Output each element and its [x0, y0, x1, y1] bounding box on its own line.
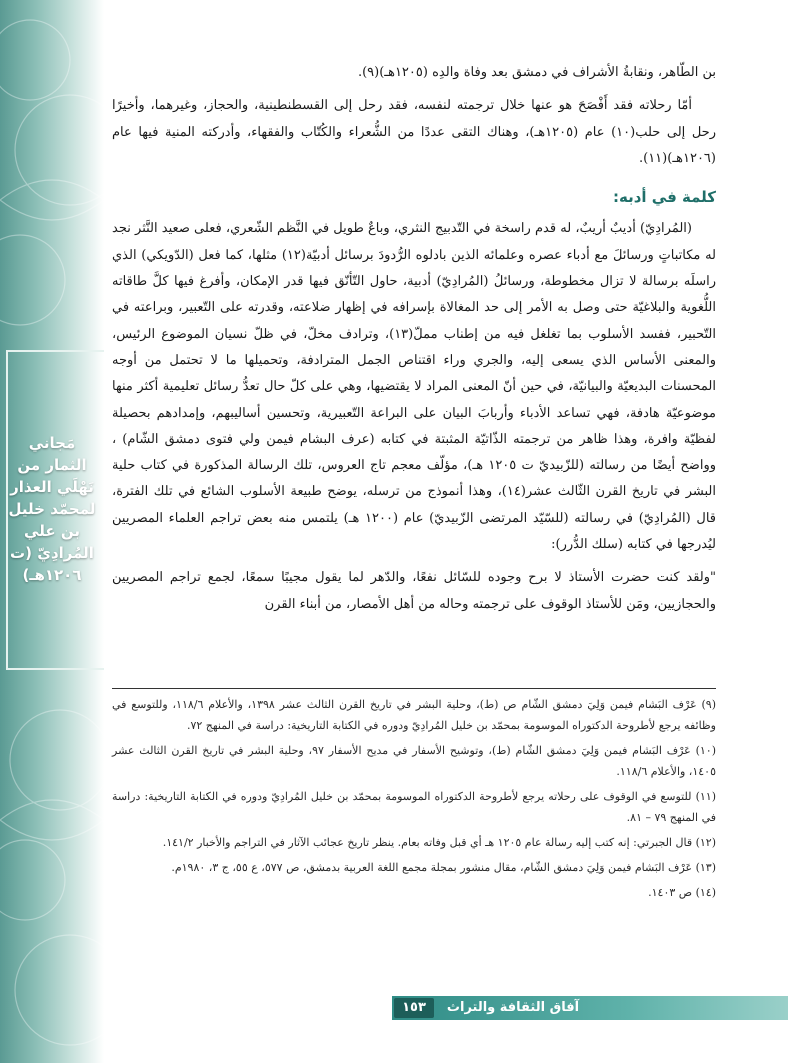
footnote-13: (١٣) عَرْف البَشام فيمن وَلِيَ دمشق الشّام، مقال منشور بمجلة مجمع اللغة العربية بدمشق، ص ٥٧٧، ع ٥٥، ج ٣، ١٩٨٠م. [171, 861, 716, 874]
paragraph-2: أمّا رحلاته فقد أَفْصَحَ هو عنها خلال ترجمته لنفسه، فقد رحل إلى القسطنطينية، والحجاز، وغيرهما، وأخيرًا رحل إلى حلب(١٠) عام (١٢٠٥هـ)، وهناك التقى عددًا من الشُّعراء والكُتّاب والفقهاء، وأدركته المنية فيها عام (١٢٠٦هـ)(١١). [112, 98, 716, 166]
main-article [112, 60, 716, 618]
footnote-10: (١٠) عَرْف البَشام فيمن وَلِيَ دمشق الشّام (ط)، وتوشيح الأسفار في مديح الأسفار ٩٧، وحلية البشر في تاريخ القرن الثالث عشر ١٤٠٥، والأعلام ١١٨/٦. [112, 744, 716, 778]
paragraph-3: (المُرادِيّ) أديبٌ أريبٌ، له قدم راسخة في التّدبيج النثري، وباعٌ طويل في النَّظم الشّعري، فعلى صعيد النَّثر نجد له مكاتباتٍ ورسائلَ مع أدباء عصره وعلمائه الذين بادلوه الرُّدودَ برسائل أدبيّة(١٢) مثلها، كما فعل (الدّويكي) الذي راسلَه برسالة لا تزال مخطوطة، ورسائلُ (المُرادِيّ) أدبية، حاول التّأنّق فيها قدر الإمكان، وأفرغ فيها كلَّ طاقاته اللُّغوية والبلاغيّة حتى وصل به الأمر إلى حد المغالاة بإسرافه في إظهار ضلاعته، وقدرته على التّعبير، وبراعته في التّحبير، ففسد الأسلوب بما تغلغل فيه من إطناب مملّ(١٣)، وترادف مخلّ، في ظلّ نسيان الموضوع الرئيس، والمعنى الأساس الذي يسعى إليه، والجري وراء اقتناص الجمل المترادفة، وتحميلها ما لا تحتمل من أوجه المحسنات البديعيّة والبيانيّة، في حين أنّ المعنى المراد لا يقتضيها، وهي على كلّ حال تعدُّ رسائل تعليمية أكثر منها موضوعيّة هادفة، فهي تساعد الأدباء وأربابَ البيان على البراعة التّعبيرية، وتحسين أساليبهم، وإمدادهم بحصيلة لفظيّة وافرة، وهذا ظاهر من ترجمته الذّاتيّة المثبتة في كتابه (عرف البشام فيمن ولي فتوى دمشق الشّام) ، وواضح أيضًا من رسالته (للزّبيديّ ت ١٢٠٥ هـ)، مؤلّف معجم تاج العروس، تلك الرسالة المذكورة في كتاب حلية البشر في تاريخ القرن الثّالث عشر(١٤)، وهذا أنموذج من ترسله، يوضح طبيعة الأسلوب الشائع في تلك الفترة، قال (المُرادِيّ) في رسالته (للسّيّد المرتضى الزّبيديّ) عام (١٢٠٠ هـ) يلتمس منه بعض تراجم العلماء المصريين ليُدرجها في كتابه (سلك الدُّرر): [112, 221, 716, 553]
paragraph-4-quote: "ولقد كنت حضرت الأستاذ لا برح وجوده للسّائل نفعًا، والدّهر لما يقول مجيبًا سمعًا، لجمع تراجم المصريين والحجازيين، ومَن للأستاذ الوقوف على ترجمته وحاله من أهل الأمصار، من أبناء القرن [112, 570, 716, 612]
journal-title: آفاق الثقافة والتراث [446, 1000, 580, 1015]
page-number: ١٥٣ [394, 998, 434, 1018]
footnotes [112, 694, 716, 907]
footnote-11: (١١) للتوسع في الوقوف على رحلاته يرجع لأطروحة الدكتوراه الموسومة بمحمّد بن خليل المُرادِيّ ودوره في الكتابة التاريخية: دراسة في المنهج ٧٩ – ٨١. [112, 790, 716, 824]
footnote-divider [112, 688, 716, 689]
paragraph-1: بن الطّاهر، ونقابةُ الأشراف في دمشق بعد وفاة والدِه (١٢٠٥هـ)(٩). [357, 65, 716, 80]
sidebar-book-title: مَجاني الثمار من نَهْلَي العذار لمحمّد خليل بن علي المُرادِيّ (ت ١٢٠٦هـ) [8, 434, 96, 584]
footnote-12: (١٢) قال الجبرتي: إنه كتب إليه رسالة عام ١٢٠٥ هـ أي قبل وفاته بعام. ينظر تاريخ عجائب الآثار في التراجم والأخبار ١٤١/٢. [162, 836, 716, 849]
section-heading: كلمة في أدبه: [612, 188, 716, 207]
footnote-9: (٩) عَرْف البَشام فيمن وَلِيَ دمشق الشّام ص (ط)، وحلية البشر في تاريخ القرن الثالث عشر ١٣٩٨، والأعلام ١١٨/٦، وللتوسع في وظائفه يرجع لأطروحة الدكتوراه الموسومة بمحمّد بن خليل المُرادِيّ ودوره في الكتابة التاريخية: دراسة في المنهج ٧٢. [112, 698, 716, 732]
footnote-14: (١٤) ص ١٤٠٣. [648, 886, 716, 899]
